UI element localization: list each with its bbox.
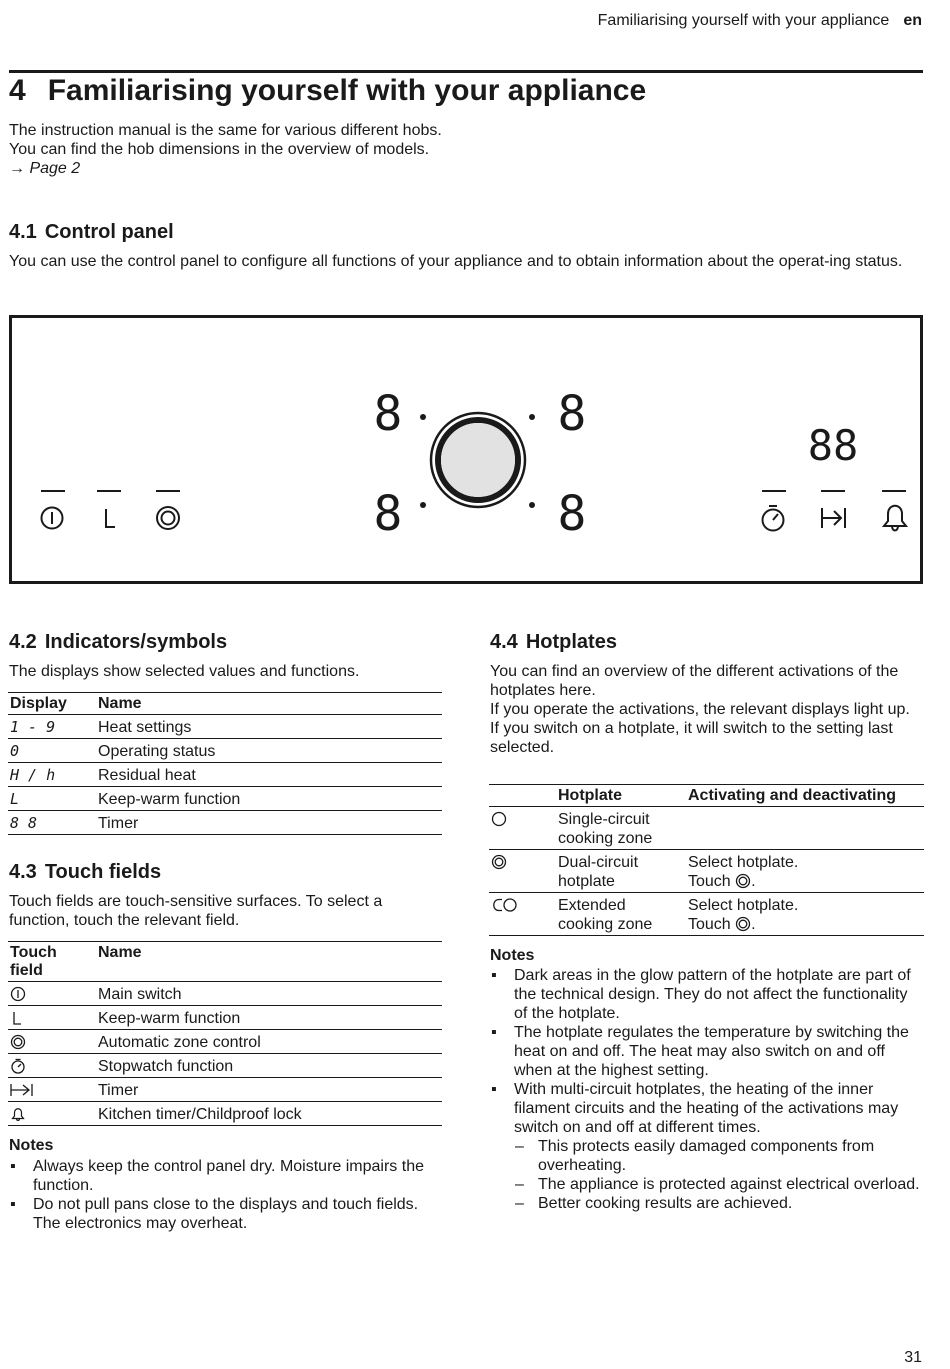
column-header: Display <box>8 693 96 715</box>
hotplate-name: Single-circuit cooking zone <box>556 807 686 850</box>
section-title-text: Hotplates <box>525 631 617 653</box>
chapter-number: 4 <box>9 74 26 107</box>
section-number: 4.4 <box>490 631 518 653</box>
zone-control-icon[interactable] <box>157 507 179 529</box>
zone-dot <box>529 414 535 420</box>
notes-title: Notes <box>9 1137 54 1154</box>
hotplate-activation <box>686 850 924 893</box>
field-name: Main switch <box>96 982 442 1006</box>
display-symbol: 0 <box>8 739 96 763</box>
sub-list-item: – The appliance is protected against electrical overload. <box>514 1175 924 1194</box>
table-row <box>8 1078 442 1102</box>
running-header <box>598 12 922 30</box>
list-item: ▪ The hotplate regulates the temperature by switching the heat on and off. The heat may also switch on and off when at the highest setting. <box>490 1023 924 1080</box>
activation-step-label: Touch <box>688 916 731 933</box>
zone-control-icon <box>735 873 751 889</box>
stopwatch-icon[interactable] <box>763 506 784 531</box>
bell-icon <box>10 1106 26 1122</box>
zone-display: 8 <box>373 386 403 442</box>
zone-dot <box>420 502 426 508</box>
zone-dot <box>420 414 426 420</box>
list-item: ▪ Always keep the control panel dry. Moisture impairs the function. <box>9 1157 444 1195</box>
running-title: Familiarising yourself with your appliance <box>597 12 890 29</box>
list-item: ▪ Dark areas in the glow pattern of the hotplate are part of the technical design. They do not affect the functionality of the hotplate. <box>490 966 924 1023</box>
section-number: 4.1 <box>9 221 37 243</box>
table-row <box>489 807 924 850</box>
field-name: Automatic zone control <box>96 1030 442 1054</box>
section-number: 4.3 <box>9 861 37 883</box>
section-control-panel-text: You can use the control panel to configure all functions of your appliance and to obtain information about the operat-ing status. <box>9 253 903 270</box>
display-name: Timer <box>96 811 442 835</box>
list-item <box>490 1080 924 1213</box>
display-symbol: 8 8 <box>8 811 96 835</box>
paragraph: You can find an overview of the different activations of the hotplates here. <box>490 663 899 699</box>
activation-step-label: Touch <box>688 873 731 890</box>
language-code: en <box>903 12 922 29</box>
activation-step: Touch . <box>688 873 756 890</box>
section-touch-fields-title <box>9 861 161 884</box>
section-title-text: Indicators/symbols <box>44 631 228 653</box>
list-item-text: With multi-circuit hotplates, the heating of the inner filament circuits and the heating of the activations may switch on and off at different times. <box>514 1081 899 1136</box>
zone-display: 8 <box>557 386 587 442</box>
page-number: 31 <box>904 1349 922 1366</box>
control-knob[interactable] <box>431 413 525 507</box>
activation-step: Select hotplate. <box>688 897 799 914</box>
stopwatch-icon <box>10 1058 26 1074</box>
sub-list <box>514 1137 924 1213</box>
table-row <box>489 893 924 936</box>
hotplates-table <box>489 784 924 936</box>
keep-warm-icon <box>10 1010 26 1026</box>
table-row <box>489 850 924 893</box>
intro-text: The instruction manual is the same for various different hobs. You can find the hob dimensions in the overview of models. <box>9 122 442 158</box>
hotplate-activation <box>686 893 924 936</box>
display-symbol: L <box>8 787 96 811</box>
page-reference[interactable]: → Page 2 <box>9 160 81 177</box>
paragraph: If you operate the activations, the relevant displays light up. <box>490 701 910 718</box>
keep-warm-icon[interactable] <box>106 509 115 527</box>
zone-dot <box>529 502 535 508</box>
indicators-table <box>8 692 442 835</box>
section-indicators-title <box>9 631 227 654</box>
activation-step: Select hotplate. <box>688 854 799 871</box>
activation-step: Touch . <box>688 916 756 933</box>
header-rule <box>9 70 923 73</box>
paragraph: If you switch on a hotplate, it will switch to the setting last selected. <box>490 720 893 756</box>
zone-control-icon <box>10 1034 26 1050</box>
section-hotplates-title <box>490 631 617 654</box>
control-panel-diagram <box>9 315 923 584</box>
timer-icon <box>10 1082 34 1098</box>
display-name: Residual heat <box>96 763 442 787</box>
display-name: Operating status <box>96 739 442 763</box>
section-hotplates-text <box>490 662 925 757</box>
display-symbol: 1 - 9 <box>8 715 96 739</box>
chapter-title-text: Familiarising yourself with your appliance <box>47 74 647 107</box>
sub-list-item: – Better cooking results are achieved. <box>514 1194 924 1213</box>
table-row <box>8 1006 442 1030</box>
table-row <box>8 1102 442 1126</box>
main-switch-icon[interactable] <box>42 508 63 529</box>
hotplate-name: Extended cooking zone <box>556 893 686 936</box>
touch-fields-table <box>8 941 442 1126</box>
section-number: 4.2 <box>9 631 37 653</box>
zone-display: 8 <box>373 486 403 542</box>
section-indicators-text: The displays show selected values and functions. <box>9 663 360 680</box>
list-item: ▪ Do not pull pans close to the displays and touch fields. The electronics may overheat. <box>9 1195 444 1233</box>
column-header: Name <box>96 942 442 982</box>
timer-display: 88 <box>807 421 859 470</box>
chapter-title <box>9 74 646 108</box>
chapter-intro <box>9 121 449 178</box>
display-name: Heat settings <box>96 715 442 739</box>
table-row <box>8 787 442 811</box>
hotplate-name: Dual-circuit hotplate <box>556 850 686 893</box>
table-row <box>8 1030 442 1054</box>
notes-title: Notes <box>490 947 535 964</box>
zone-control-icon <box>735 916 751 932</box>
column-header <box>489 785 556 807</box>
table-row <box>8 811 442 835</box>
table-row <box>8 739 442 763</box>
section-title-text: Touch fields <box>44 861 162 883</box>
field-name: Kitchen timer/Childproof lock <box>96 1102 442 1126</box>
hotplates-notes <box>490 966 924 1213</box>
page-reference-label: Page 2 <box>29 160 81 177</box>
field-name: Timer <box>96 1078 442 1102</box>
display-symbol: H / h <box>8 763 96 787</box>
display-name: Keep-warm function <box>96 787 442 811</box>
column-header: Touch field <box>8 942 96 982</box>
single-circuit-icon <box>491 811 507 827</box>
column-header: Activating and deactivating <box>686 785 924 807</box>
table-row <box>8 982 442 1006</box>
section-title-text: Control panel <box>44 221 174 243</box>
zone-display: 8 <box>557 486 587 542</box>
main-switch-icon <box>10 986 26 1002</box>
table-row <box>8 1054 442 1078</box>
column-header: Hotplate <box>556 785 686 807</box>
extended-zone-icon <box>491 897 521 913</box>
section-touch-fields-text: Touch fields are touch-sensitive surfaces. To select a function, touch the relevant field. <box>9 893 383 929</box>
dual-circuit-icon <box>491 854 507 870</box>
column-header: Name <box>96 693 442 715</box>
hotplate-activation <box>686 807 924 850</box>
field-name: Stopwatch function <box>96 1054 442 1078</box>
table-row <box>8 763 442 787</box>
timer-icon[interactable] <box>822 508 845 528</box>
section-control-panel-title <box>9 221 174 244</box>
touch-fields-notes <box>9 1157 444 1233</box>
field-name: Keep-warm function <box>96 1006 442 1030</box>
bell-icon[interactable] <box>884 506 906 531</box>
control-panel-svg <box>12 318 920 581</box>
table-row <box>8 715 442 739</box>
sub-list-item: – This protects easily damaged components from overheating. <box>514 1137 924 1175</box>
